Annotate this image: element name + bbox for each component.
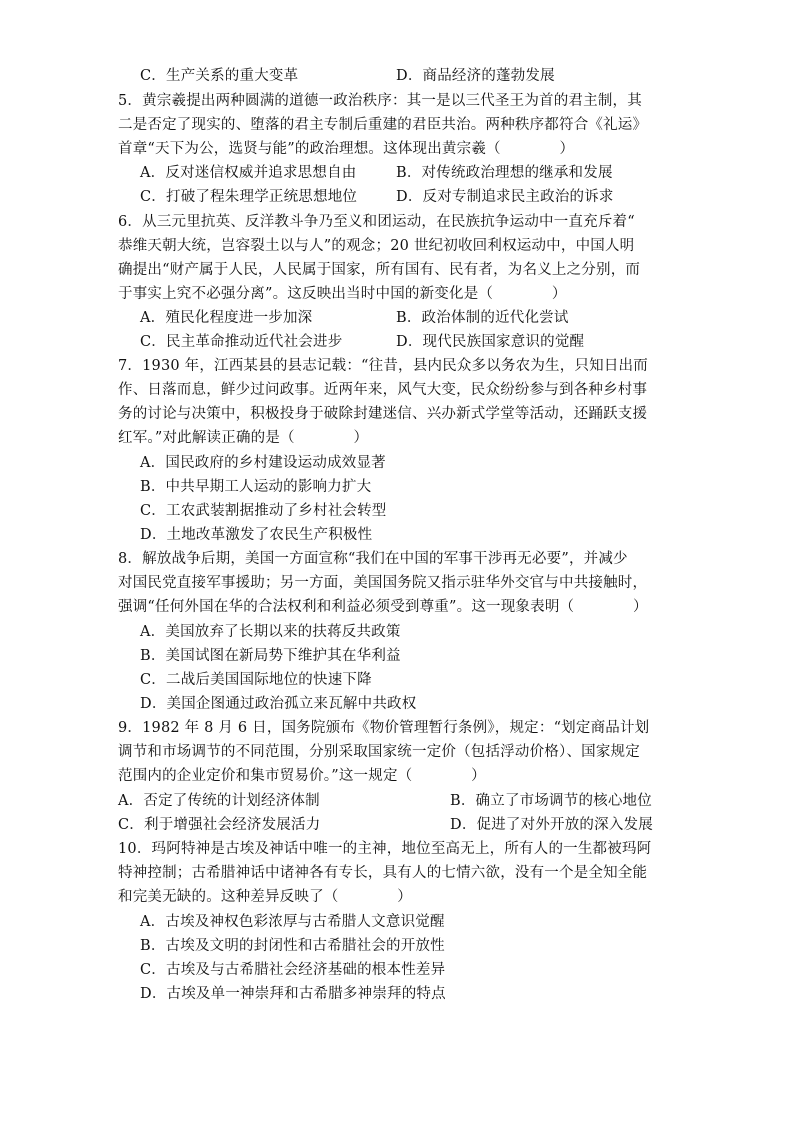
- q5-option-c: C．打破了程朱理学正统思想地位: [140, 189, 358, 205]
- q5-option-a: A．反对迷信权威并追求思想自由: [140, 165, 357, 181]
- q9-stem-line-1: 9．1982 年 8 月 6 日，国务院颁布《物价管理暂行条例》，规定：“划定商品计划: [118, 720, 650, 736]
- q6-stem-line-1: 6．从三元里抗英、反洋教斗争乃至义和团运动，在民族抗争运动中一直充斥着“: [118, 214, 635, 230]
- q9-option-a: A．否定了传统的计划经济体制: [118, 793, 320, 809]
- q6-stem-line-2: 恭维天朝大统，岂容裂土以与人”的观念；20 世纪初收回利权运动中，中国人明: [118, 238, 635, 254]
- q8-stem-line-3: 强调“任何外国在华的合法权利和利益必须受到尊重”。这一现象表明（ ）: [118, 599, 648, 615]
- q6-option-d: D．现代民族国家意识的觉醒: [396, 334, 585, 350]
- q7-stem-line-4: 红军。”对此解读正确的是（ ）: [118, 430, 369, 446]
- q8-option-c: C．二战后美国国际地位的快速下降: [140, 672, 372, 688]
- q10-option-d: D．古埃及单一神崇拜和古希腊多神崇拜的特点: [140, 986, 446, 1002]
- q10-stem-line-3: 和完美无缺的。这种差异反映了（ ）: [118, 889, 412, 905]
- q6-stem-line-3: 确提出“财产属于人民，人民属于国家，所有国有、民有者，为名义上之分别，而: [118, 262, 641, 278]
- q7-stem-line-3: 务的讨论与决策中，积极投身于破除封建迷信、兴办新式学堂等活动，还踊跃支援: [118, 406, 648, 422]
- q4-option-d: D．商品经济的蓬勃发展: [396, 68, 555, 84]
- q8-stem-line-1: 8．解放战争后期，美国一方面宣称“我们在中国的军事干涉再无必要”，并减少: [118, 551, 628, 567]
- q10-option-a: A．古埃及神权色彩浓厚与古希腊人文意识觉醒: [140, 914, 445, 930]
- q5-stem-line-2: 二是否定了现实的、堕落的君主专制后重建的君臣共治。两种秩序都符合《礼运》: [118, 117, 648, 133]
- q5-option-d: D．反对专制追求民主政治的诉求: [396, 189, 614, 205]
- q7-option-a: A．国民政府的乡村建设运动成效显著: [140, 455, 386, 471]
- q9-option-b: B．确立了市场调节的核心地位: [450, 793, 652, 809]
- q10-stem-line-2: 特神控制；古希腊神话中诸神各有专长，具有人的七情六欲，没有一个是全知全能: [118, 865, 648, 881]
- q6-stem-line-4: 于事实上究不必强分离”。这反映出当时中国的新变化是（ ）: [118, 286, 567, 302]
- q10-option-c: C．古埃及与古希腊社会经济基础的根本性差异: [140, 962, 446, 978]
- q8-option-a: A．美国放弃了长期以来的扶蒋反共政策: [140, 624, 401, 640]
- q6-option-c: C．民主革命推动近代社会进步: [140, 334, 343, 350]
- q8-stem-line-2: 对国民党直接军事援助；另一方面，美国国务院又指示驻华外交官与中共接触时，: [118, 575, 648, 591]
- q8-option-d: D．美国企图通过政治孤立来瓦解中共政权: [140, 696, 417, 712]
- q10-stem-line-1: 10．玛阿特神是古埃及神话中唯一的主神，地位至高无上，所有人的一生都被玛阿: [118, 841, 652, 857]
- q7-option-b: B．中共早期工人运动的影响力扩大: [140, 479, 372, 495]
- q7-option-d: D．土地改革激发了农民生产积极性: [140, 527, 373, 543]
- q9-option-d: D．促进了对外开放的深入发展: [450, 817, 653, 833]
- q9-stem-line-2: 调节和市场调节的不同范围，分别采取国家统一定价（包括浮动价格）、国家规定: [118, 744, 640, 760]
- q6-option-b: B．政治体制的近代化尝试: [396, 310, 569, 326]
- q9-stem-line-3: 范围内的企业定价和集市贸易价。”这一规定（ ）: [118, 768, 486, 784]
- q8-option-b: B．美国试图在新局势下维护其在华利益: [140, 648, 401, 664]
- q7-stem-line-2: 作、日落而息，鲜少过问政事。近两年来，风气大变，民众纷纷参与到各种乡村事: [118, 382, 648, 398]
- q5-stem-line-1: 5．黄宗羲提出两种圆满的道德一政治秩序：其一是以三代圣王为首的君主制，其: [118, 93, 642, 109]
- q10-option-b: B．古埃及文明的封闭性和古希腊社会的开放性: [140, 938, 445, 954]
- q5-option-b: B．对传统政治理想的继承和发展: [396, 165, 613, 181]
- q7-option-c: C．工农武装割据推动了乡村社会转型: [140, 503, 387, 519]
- q7-stem-line-1: 7．1930 年，江西某县的县志记载：“往昔，县内民众多以务农为生，只知日出而: [118, 358, 648, 374]
- q6-option-a: A．殖民化程度进一步加深: [140, 310, 313, 326]
- q4-option-c: C．生产关系的重大变革: [140, 68, 299, 84]
- q9-option-c: C．利于增强社会经济发展活力: [118, 817, 321, 833]
- q5-stem-line-3: 首章“天下为公，选贤与能”的政治理想。这体现出黄宗羲（ ）: [118, 141, 575, 157]
